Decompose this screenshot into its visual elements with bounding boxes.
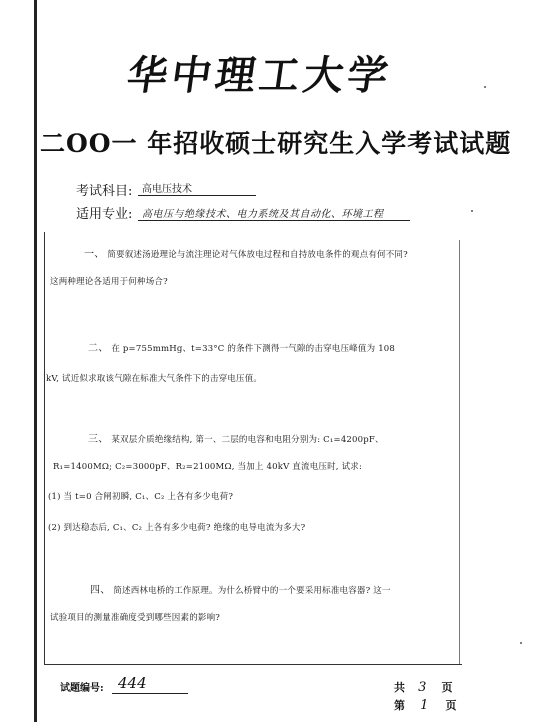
current-page-value: 1 — [420, 698, 429, 713]
question-3 — [88, 430, 384, 445]
scan-speck — [520, 642, 522, 644]
exam-code-label: 试题编号: — [60, 683, 104, 694]
current-page — [394, 694, 456, 713]
subject-underline — [138, 195, 256, 196]
question-3-line-3: (1) 当 t=0 合闸初瞬, C₁、C₂ 上各有多少电荷? — [48, 492, 234, 502]
question-3-line-1: 某双层介质绝缘结构, 第一、二层的电容和电阻分别为: C₁=4200pF、 — [111, 435, 384, 445]
scan-binding-line — [34, 0, 37, 722]
subject-label: 考试科目: — [76, 184, 133, 199]
university-name: 华中理工大学 — [124, 52, 395, 99]
total-pages-pre: 共 — [394, 681, 405, 694]
question-3-line-2: R₁=1400MΩ; C₂=3000pF、R₂=2100MΩ, 当加上 40kV 直流电压时, 试求: — [53, 462, 363, 472]
question-1-line-2: 这两种理论各适用于何种场合? — [50, 277, 168, 287]
question-2 — [88, 339, 395, 354]
total-pages-value: 3 — [418, 680, 427, 695]
subject-value: 高电压技术 — [142, 184, 192, 195]
exam-title — [40, 124, 511, 160]
question-2-line-1: 在 p=755mmHg、t=33°C 的条件下测得一气隙的击穿电压峰值为 108 — [111, 344, 396, 354]
question-4 — [90, 581, 391, 596]
question-4-number: 四、 — [90, 585, 111, 596]
question-4-line-1: 简述西林电桥的工作原理。为什么桥臂中的一个要采用标准电容器? 这一 — [113, 586, 391, 596]
current-page-pre: 第 — [394, 699, 405, 712]
question-3-number: 三、 — [88, 434, 109, 445]
major-value: 高电压与绝缘技术、电力系统及其自动化、环境工程 — [142, 209, 384, 220]
exam-title-year: 二OO一 — [40, 129, 138, 158]
question-2-number: 二、 — [88, 343, 109, 354]
question-3-line-4: (2) 到达稳态后, C₁、C₂ 上各有多少电荷? 绝缘的电导电流为多大? — [48, 523, 306, 533]
total-pages-post: 页 — [441, 681, 453, 694]
total-pages — [394, 676, 452, 695]
major-underline — [138, 220, 410, 221]
frame-right-border — [459, 240, 460, 664]
exam-code-value: 444 — [118, 674, 147, 692]
scan-speck — [484, 86, 486, 88]
major-label: 适用专业: — [76, 207, 133, 222]
question-1-number: 一、 — [84, 249, 105, 260]
exam-code-underline — [112, 693, 188, 694]
question-1-line-1: 简要叙述汤逊理论与流注理论对气体放电过程和自持放电条件的观点有何不同? — [107, 250, 408, 260]
frame-bottom-border — [44, 664, 462, 665]
exam-title-text: 年招收硕士研究生入学考试试题 — [147, 129, 512, 158]
frame-left-border — [44, 232, 45, 664]
question-2-line-2: kV, 试近似求取该气隙在标准大气条件下的击穿电压值。 — [46, 374, 263, 384]
current-page-post: 页 — [445, 699, 457, 712]
question-4-line-2: 试验项目的测量准确度受到哪些因素的影响? — [50, 613, 221, 623]
question-1 — [84, 245, 408, 260]
scan-speck — [471, 210, 473, 212]
